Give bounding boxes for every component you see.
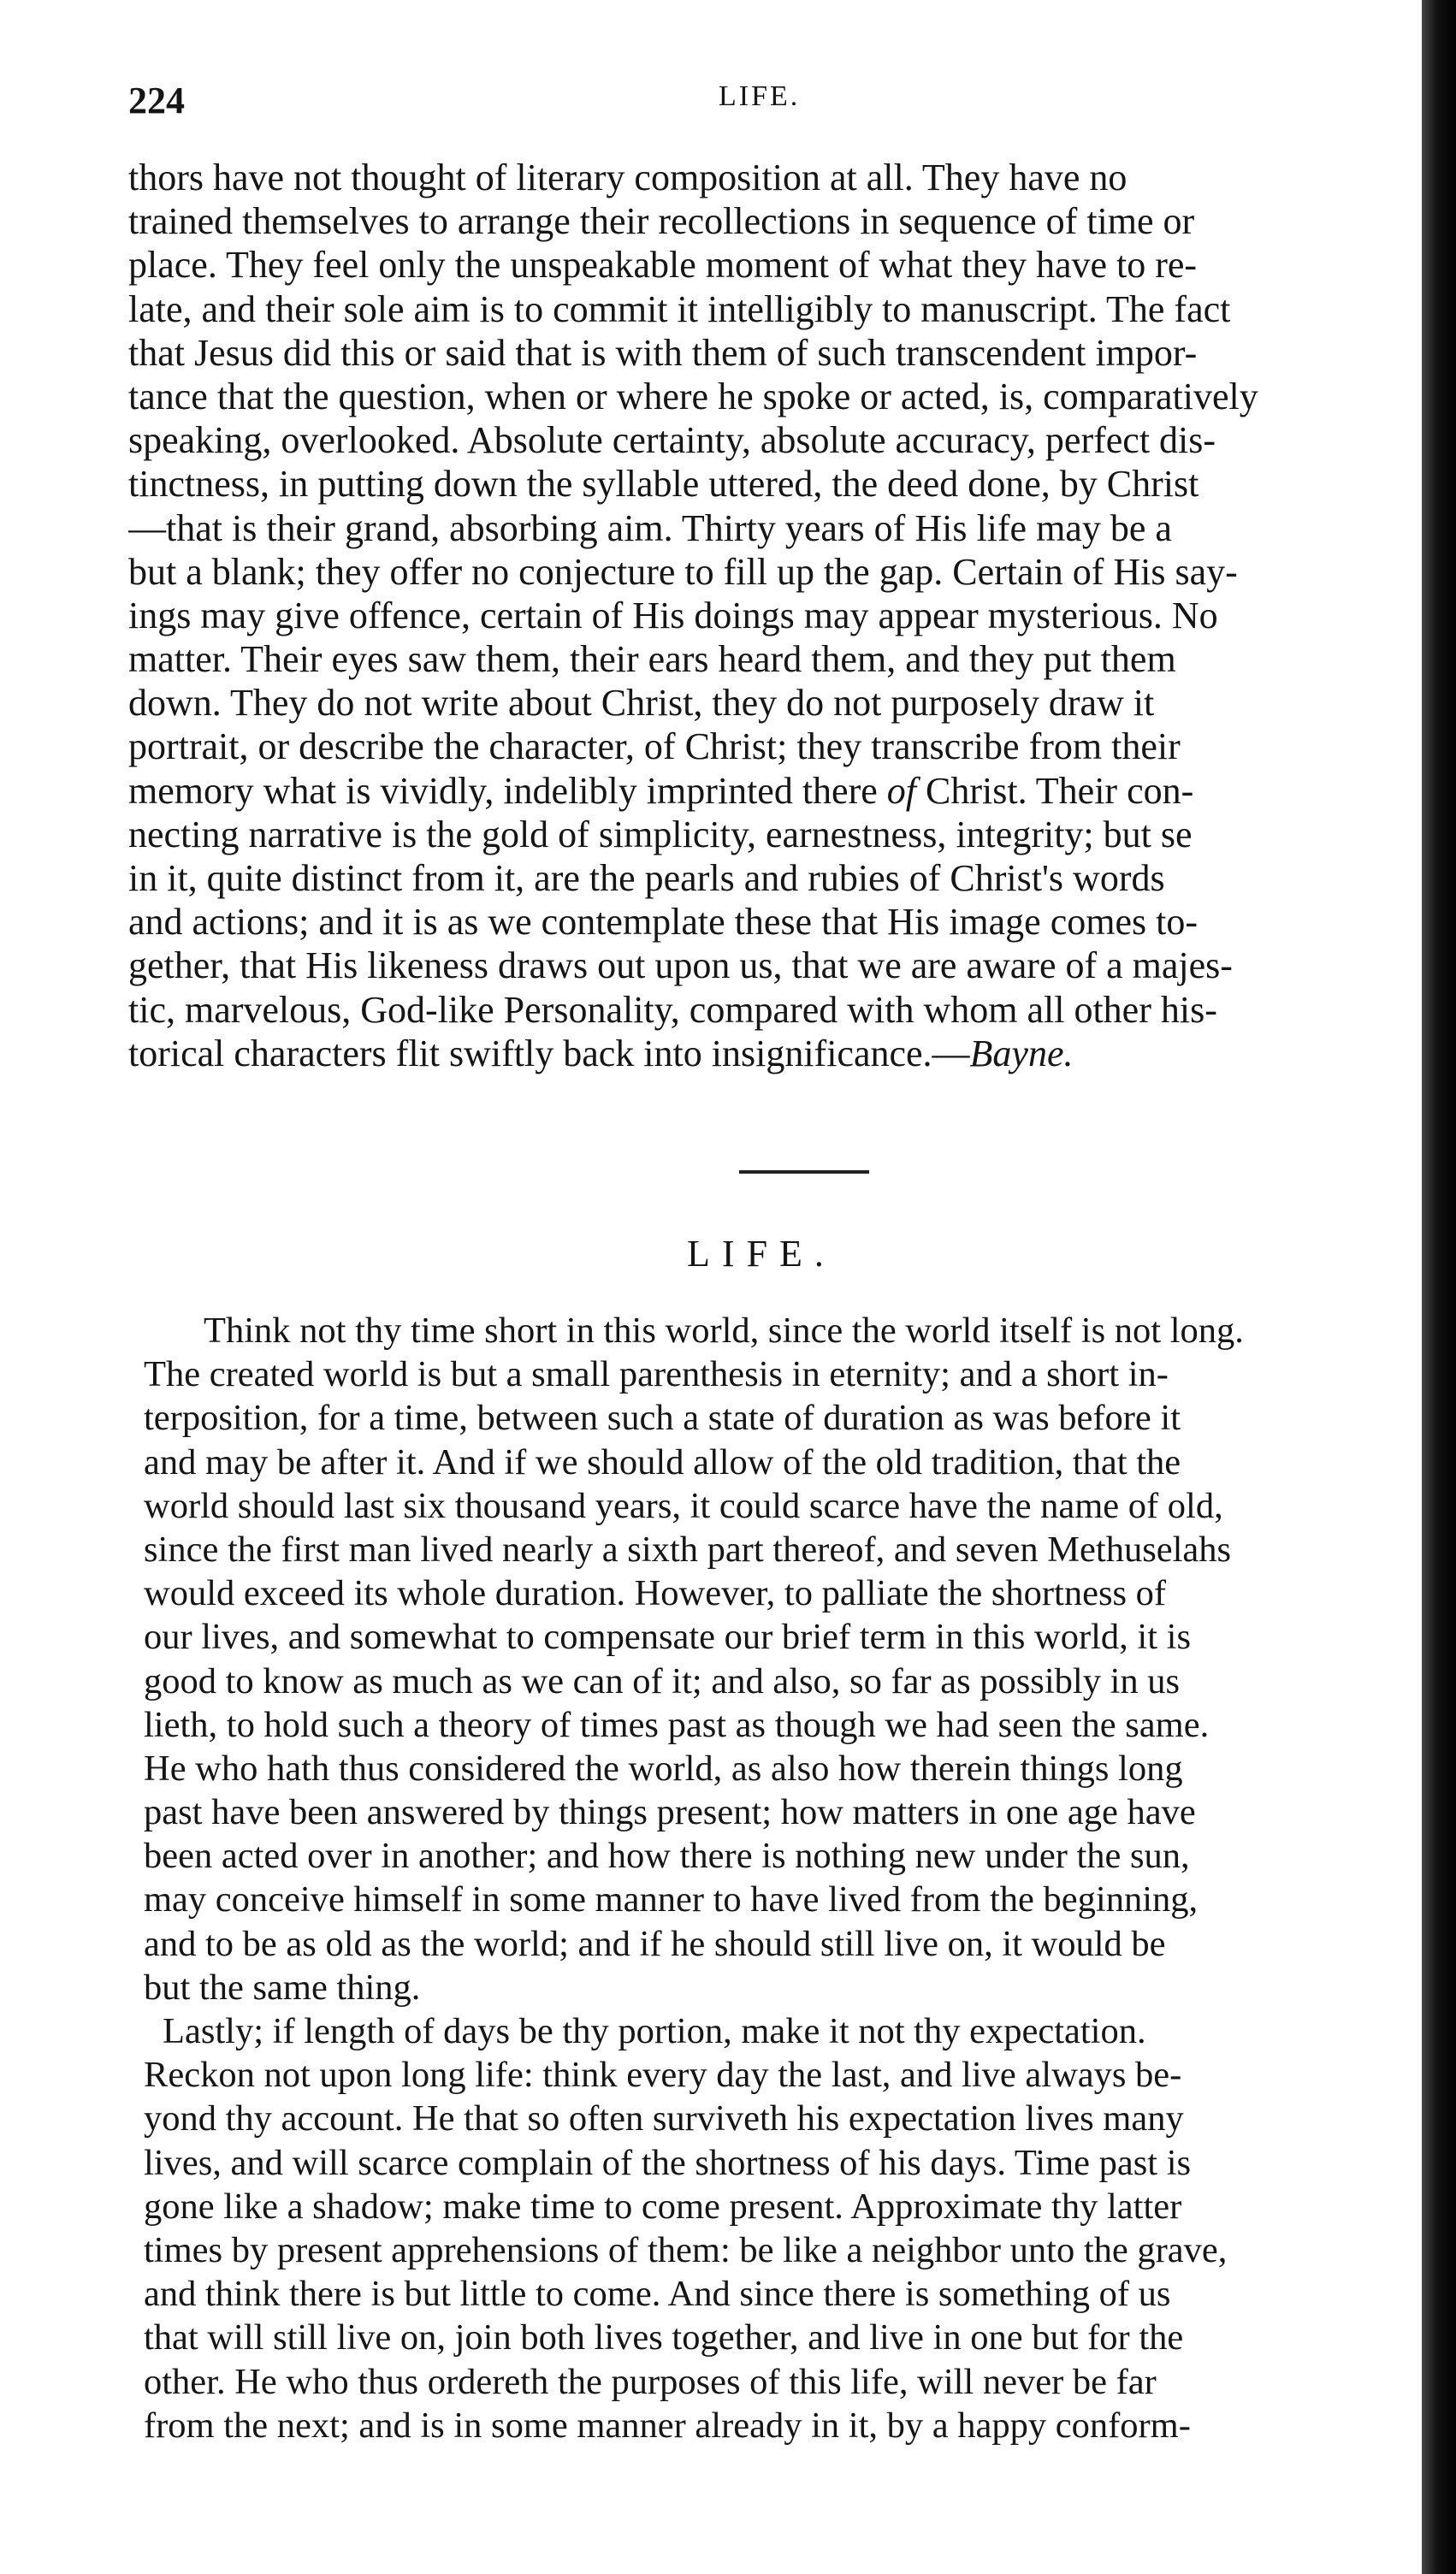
running-title: LIFE. [719, 80, 801, 112]
text-segment: memory what is vividly, indelibly imprinted there [128, 769, 878, 812]
text-line: from the next; and is in some manner already in it, by a happy conform- [144, 2405, 1191, 2446]
text-line: times by present apprehensions of them: be like a neighbor unto the grave, [144, 2229, 1228, 2270]
text-line: that Jesus did this or said that is with them of such transcendent impor- [128, 331, 1198, 374]
text-line: —that is their grand, absorbing aim. Thirty years of His life may be a [128, 506, 1172, 549]
text-line: lives, and will scarce complain of the shortness of his days. Time past is [144, 2142, 1192, 2183]
text-line: and may be after it. And if we should allow of the old tradition, that the [144, 1441, 1181, 1482]
text-line: necting narrative is the gold of simplicity, earnestness, integrity; but se [128, 813, 1193, 855]
author-attribution: Bayne. [969, 1032, 1074, 1074]
text-line: Lastly; if length of days be thy portion, make it not thy expectation. [163, 2011, 1146, 2051]
text-line: terposition, for a time, between such a state of duration as was before it [144, 1398, 1181, 1439]
text-line: yond thy account. He that so often surviveth his expectation lives many [144, 2098, 1184, 2139]
running-head [128, 79, 1394, 130]
text-line: world should last six thousand years, it could scarce have the name of old, [144, 1485, 1223, 1526]
text-line: and to be as old as the world; and if he should still live on, it would be [144, 1923, 1166, 1964]
text-line: portrait, or describe the character, of Christ; they transcribe from their [128, 725, 1181, 768]
passage-bayne [128, 156, 1394, 1075]
text-segment: torical characters flit swiftly back into insignificance.— [128, 1032, 970, 1074]
text-line: gether, that His likeness draws out upon us, that we are aware of a majes- [128, 944, 1233, 987]
text-line: thors have not thought of literary composition at all. They have no [128, 157, 1128, 198]
text-line: and actions; and it is as we contemplate these that His image comes to- [128, 901, 1198, 944]
section-divider [739, 1170, 869, 1174]
emphasis-word: of [886, 769, 917, 812]
text-line: our lives, and somewhat to compensate our brief term in this world, it is [144, 1617, 1191, 1658]
text-line: speaking, overlooked. Absolute certainty, absolute accuracy, perfect dis- [128, 419, 1216, 462]
text-line: good to know as much as we can of it; and also, so far as possibly in us [144, 1660, 1181, 1701]
text-line: Think not thy time short in this world, since the world itself is not long. [204, 1311, 1244, 1351]
text-line: since the first man lived nearly a sixth part thereof, and seven Methuselahs [144, 1529, 1232, 1570]
text-line: The created world is but a small parenthesis in eternity; and a short in- [144, 1354, 1169, 1395]
text-line: in it, quite distinct from it, are the pearls and rubies of Christ's words [128, 857, 1165, 899]
text-line: place. They feel only the unspeakable moment of what they have to re- [128, 244, 1198, 287]
text-line: but a blank; they offer no conjecture to fill up the gap. Certain of His say- [128, 550, 1238, 593]
text-line: ings may give offence, certain of His doings may appear mysterious. No [128, 594, 1218, 636]
text-line: tinctness, in putting down the syllable uttered, the deed done, by Christ [128, 463, 1199, 506]
text-line: down. They do not write about Christ, they do not purposely draw it [128, 682, 1155, 725]
book-binding-edge [1422, 0, 1456, 2574]
text-line: and think there is but little to come. And since there is something of us [144, 2274, 1171, 2315]
text-line: matter. Their eyes saw them, their ears heard them, and they put them [128, 638, 1176, 681]
text-line: Reckon not upon long life: think every day the last, and live always be- [144, 2055, 1182, 2096]
text-line-with-attribution [128, 1032, 1394, 1075]
text-line: lieth, to hold such a theory of times past as though we had seen the same. [144, 1704, 1210, 1745]
text-line: late, and their sole aim is to commit it intelligibly to manuscript. The fact [128, 287, 1231, 330]
text-line: trained themselves to arrange their recollections in sequence of time or [128, 200, 1195, 243]
text-line: other. He who thus ordereth the purposes of this life, will never be far [144, 2361, 1157, 2402]
text-line: gone like a shadow; make time to come present. Approximate thy latter [144, 2186, 1182, 2227]
section-title: LIFE. [687, 1233, 836, 1275]
text-line: He who hath thus considered the world, as also how therein things long [144, 1748, 1183, 1789]
text-line: tic, marvelous, God-like Personality, compared with whom all other his- [128, 988, 1217, 1031]
text-line: tance that the question, when or where he spoke or acted, is, comparatively [128, 375, 1258, 417]
page-number: 224 [128, 80, 185, 121]
text-line: past have been answered by things present; how matters in one age have [144, 1792, 1196, 1833]
text-line: that will still live on, join both lives together, and live in one but for the [144, 2317, 1184, 2358]
text-line: may conceive himself in some manner to have lived from the beginning, [144, 1879, 1199, 1920]
text-segment: Christ. Their con- [916, 769, 1194, 812]
text-line-with-emphasis [128, 769, 1394, 813]
text-line: would exceed its whole duration. However, to palliate the shortness of [144, 1573, 1167, 1614]
text-line: been acted over in another; and how there is nothing new under the sun, [144, 1836, 1190, 1877]
text-line: but the same thing. [144, 1967, 421, 2008]
passage-life [144, 1309, 1410, 2447]
